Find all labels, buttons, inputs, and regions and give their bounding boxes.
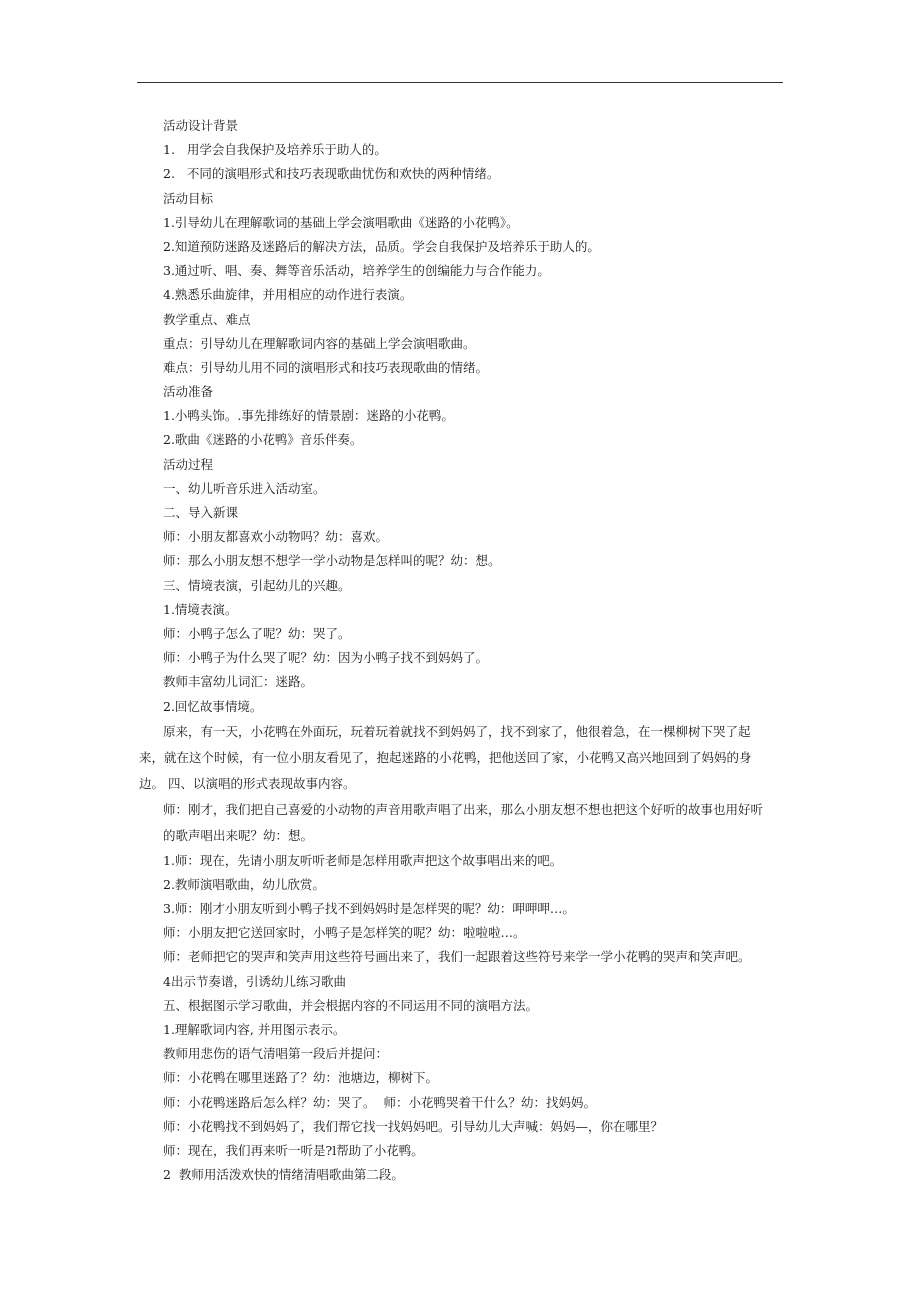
doc-line: 二、导入新课 [163,505,239,520]
doc-line: 教学重点、难点 [163,311,251,327]
doc-line: 活动过程 [163,456,214,472]
doc-line: 2.回忆故事情境。 [163,698,263,714]
singing-paragraph: 师：刚才，我们把自己喜爱的小动物的声音用歌声唱了出来，那么小朋友想不想也把这个好听的故事也用好听的歌声唱出来呢？幼：想。 [163,801,764,843]
doc-line: 2. 不同的演唱形式和技巧表现歌曲忧伤和欢快的两种情绪。 [163,166,500,182]
doc-line: 师：小花鸭找不到妈妈了，我们帮它找一找妈妈吧。引导幼儿大声喊：妈妈—，你在哪里？ [163,1118,664,1134]
doc-line: 活动准备 [163,384,214,400]
doc-line: 师：那么小朋友想不想学一学小动物是怎样叫的呢？幼：想。 [163,553,501,569]
doc-line: 教师丰富幼儿词汇：迷路。 [163,674,314,690]
doc-line: 1. 用学会自我保护及培养乐于助人的。 [163,142,387,158]
doc-line: 三、情境表演，引起幼儿的兴趣。 [163,577,351,593]
doc-line: 1.引导幼儿在理解歌词的基础上学会演唱歌曲《迷路的小花鸭》。 [163,214,519,230]
doc-line: 师：小鸭子怎么了呢？幼：哭了。 [163,625,351,641]
doc-line: 师：小朋友把它送回家时，小鸭子是怎样笑的呢？幼：啦啦啦…。 [163,925,526,941]
doc-line: 师：小花鸭迷路后怎么样？幼：哭了。 师：小花鸭哭着干什么？幼：找妈妈。 [163,1094,596,1110]
doc-line: 活动设计背景 [163,118,239,133]
doc-line: 重点：引导幼儿在理解歌词内容的基础上学会演唱歌曲。 [163,335,476,351]
doc-line: 一、幼儿听音乐进入活动室。 [163,480,326,496]
doc-line: 师：老师把它的哭声和笑声用这些符号画出来了，我们一起跟着这些符号来学一学小花鸭的哭声和笑声吧。 [163,949,751,965]
doc-line: 2.知道预防迷路及迷路后的解决方法，品质。学会自我保护及培养乐于助人的。 [163,238,600,254]
doc-line: 师：小鸭子为什么哭了呢？幼：因为小鸭子找不到妈妈了。 [163,650,489,666]
doc-line: 师：小花鸭在哪里迷路了？幼：池塘边，柳树下。 [163,1070,439,1086]
doc-line: 1.理解歌词内容, 并用图示表示。 [163,1022,346,1037]
document-body [139,114,775,1187]
doc-line: 1.情境表演。 [163,601,238,617]
doc-line: 2.歌曲《迷路的小花鸭》音乐伴奏。 [163,432,363,448]
doc-line: 师：现在，我们再来听一听是?l帮助了小花鸭。 [163,1142,424,1158]
doc-line: 3.通过听、唱、奏、舞等音乐活动，培养学生的创编能力与合作能力。 [163,263,550,279]
story-paragraph: 原来，有一天，小花鸭在外面玩，玩着玩着就找不到妈妈了，找不到家了，他很着急，在一棵柳树下哭了起 来，就在这个时候，有一位小朋友看见了，抱起迷路的小花鸭，把他送回了家，小花鸭又高兴地回到了妈妈的身边。 四、以演唱的形式表现故事内容。 [139,723,752,791]
doc-line: 3.师：刚才小朋友听到小鸭子找不到妈妈时是怎样哭的呢？幼：呷呷呷…。 [163,901,575,917]
doc-line: 4.熟悉乐曲旋律，并用相应的动作进行表演。 [163,287,413,303]
doc-line: 2.教师演唱歌曲，幼儿欣赏。 [163,876,325,892]
doc-line: 五、根据图示学习歌曲，并会根据内容的不同运用不同的演唱方法。 [163,997,539,1013]
doc-line: 4出示节奏谱，引诱幼儿练习歌曲 [163,973,346,989]
header-rule [137,82,783,83]
doc-line: 教师用悲伤的语气清唱第一段后并提问： [163,1046,389,1062]
doc-line: 难点：引导幼儿用不同的演唱形式和技巧表现歌曲的情绪。 [163,359,489,375]
doc-line: 2 教师用活泼欢快的情绪清唱歌曲第二段。 [163,1167,404,1183]
doc-line: 活动目标 [163,190,214,206]
doc-line: 1.师：现在，先请小朋友听听老师是怎样用歌声把这个故事唱出来的吧。 [163,852,563,868]
doc-line: 师：小朋友都喜欢小动物吗？幼：喜欢。 [163,529,389,545]
doc-line: 1.小鸭头饰。.事先排练好的情景剧：迷路的小花鸭。 [163,408,454,424]
